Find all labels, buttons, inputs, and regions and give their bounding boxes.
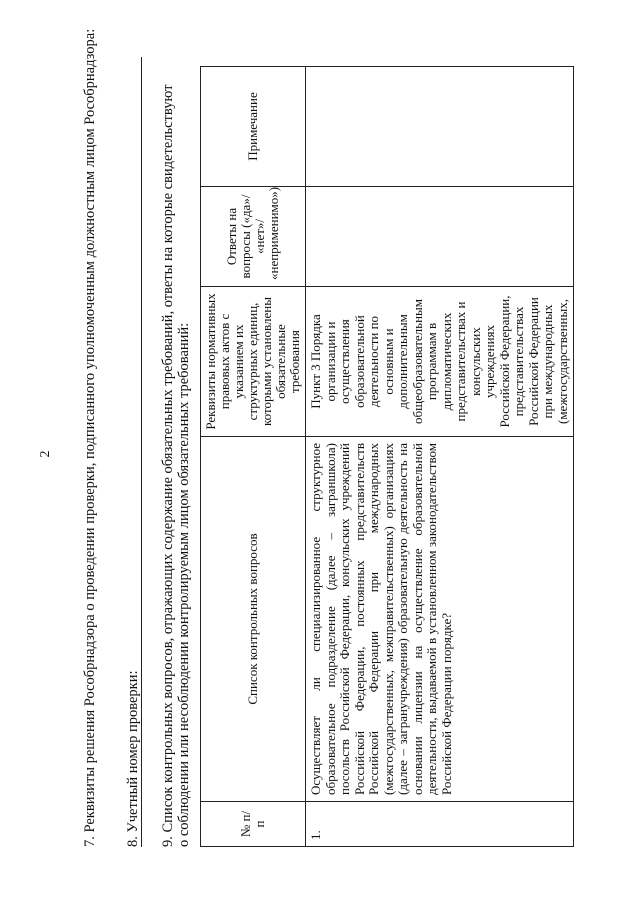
header-num: № п/п xyxy=(201,802,306,847)
item-8-underline xyxy=(141,57,142,847)
row-answers xyxy=(306,187,574,287)
row-num: 1. xyxy=(306,802,574,847)
table-header-row xyxy=(201,67,306,847)
header-requisites: Реквизиты нормативных правовых актов с указанием их структурных единиц, которыми установлены обязательные требования xyxy=(201,287,306,437)
header-note: Примечание xyxy=(201,67,306,187)
row-requisites: Пункт 3 Порядка организации и осуществления образовательной деятельности по основным и дополнительным общеобразовательным программам в дипломатических представительствах и консульских учреждениях Российской Федерации, представительствах Российской Федерации при международных (межгосударственных, xyxy=(306,287,574,437)
header-answers: Ответы на вопросы («да»/ «нет»/ «неприменимо») xyxy=(201,187,306,287)
page-number: 2 xyxy=(38,450,53,458)
row-question: Осуществляет ли специализированное структурное образовательное подразделение (далее – заграншкола) посольств Российской Федерации, консульских учреждений Российской Федерации, постоянных представительств Российской Федерации при международных (межгосударственных, межправительственных) организациях (далее – загранучреждения) образовательную деятельность на основании лицензии на осуществление образовательной деятельности, выдаваемой в установленном законодательством Российской Федерации порядке? xyxy=(306,437,574,802)
item-9-line-2: о соблюдении или несоблюдении контролируемым лицом обязательных требований: xyxy=(176,322,192,847)
item-7-decision-requisites: 7. Реквизиты решения Рособрнадзора о проведении проверки, подписанного уполномоченным должностным лицом Рособрнадзора: xyxy=(82,28,98,847)
table-row xyxy=(306,67,574,847)
item-9-line-1: 9. Список контрольных вопросов, отражающих содержание обязательных требований, ответы на которые свидетельствуют xyxy=(160,84,176,847)
header-question: Список контрольных вопросов xyxy=(201,437,306,802)
item-9-paragraph xyxy=(160,57,192,847)
checklist-table xyxy=(200,66,574,847)
row-note xyxy=(306,67,574,187)
item-8-inspection-number: 8. Учетный номер проверки: xyxy=(125,670,141,847)
